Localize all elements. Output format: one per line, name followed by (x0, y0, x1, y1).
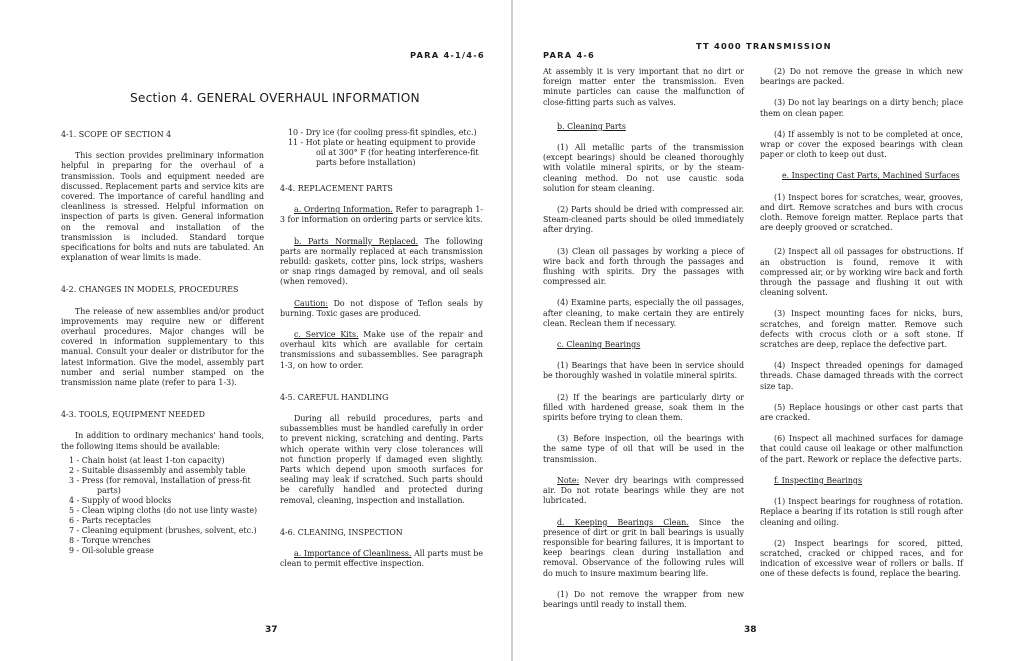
list-item: 4 - Supply of wood blocks (69, 495, 172, 505)
note-text: Never dry bearings with compressed air. Do not rotate bearings while they are not lubricated. (543, 475, 744, 506)
caution-label: Caution: (294, 298, 329, 308)
running-header-right: TT 4000 TRANSMISSION (696, 41, 832, 51)
text-service-kits: Make use of the repair and overhaul kits which are available for certain transmissions and subassemblies. See paragraph 1-3, on how to order. (280, 330, 484, 370)
list-item: 1 - Chain hoist (at least 1-ton capacity) (69, 455, 225, 465)
heading-4-4: 4-4. REPLACEMENT PARTS (280, 184, 393, 193)
paragraph-bearings-3: (3) Before inspection, oil the bearings with the same type of oil that will be used in the transmission. (543, 434, 744, 464)
paragraph-service-kits (280, 330, 483, 371)
left-page (0, 0, 511, 661)
heading-4-1: 4-1. SCOPE OF SECTION 4 (61, 130, 172, 139)
subhead-cleaning-parts (543, 122, 744, 132)
paragraph-cast-3: (3) Inspect mounting faces for nicks, burs, scratches, and foreign matter. Remove such defects with crocus cloth or a soft stone. If scratches are deep, replace the defective part. (760, 309, 963, 350)
subhead-service-kits: c. Service Kits. (294, 330, 359, 340)
note-label: Note: (557, 475, 580, 485)
text-ordering: Refer to paragraph 1-3 for information on ordering parts or service kits. (280, 205, 484, 225)
list-item: 11 - Hot plate or heating equipment to provide oil at 300° F (for heating interference-fit parts before installation) (288, 138, 479, 167)
subhead-cleaning-bearings-text: c. Cleaning Bearings (557, 340, 641, 350)
paragraph-ordering (280, 205, 483, 225)
tools-list (61, 456, 264, 556)
paragraph-parts-replaced (280, 237, 483, 288)
list-item: 6 - Parts receptacles (69, 515, 151, 525)
left-column-1 (61, 128, 264, 556)
paragraph-handling: During all rebuild procedures, parts and subassemblies must be handled carefully in order to prevent nicking, scratching and denting. Parts which operate within very close tolerances will not function properly if damaged even slightly. Parts which depend upon smooth surfaces for sealing may leak if scratched. Such parts should be carefully handled and protected during removal, cleaning, inspection and installation. (280, 414, 483, 505)
paragraph-cleaning-1: (1) All metallic parts of the transmission (except bearings) should be cleaned thoroughly with volatile mineral spirits, or by the steam-cleaning method. Do not use caustic soda solution for steam cleaning. (543, 143, 744, 193)
right-page (513, 0, 1024, 661)
heading-4-5: 4-5. CAREFUL HANDLING (280, 392, 389, 402)
paragraph-bench: (3) Do not lay bearings on a dirty bench; place them on clean paper. (760, 98, 963, 118)
paragraph-cleanliness (280, 549, 483, 569)
list-item: 7 - Cleaning equipment (brushes, solvent, etc.) (69, 525, 257, 535)
subhead-cleaning-parts-text: b. Cleaning Parts (557, 121, 626, 131)
subhead-cleanliness: a. Importance of Cleanliness. (294, 549, 412, 559)
heading-4-6: 4-6. CLEANING, INSPECTION (280, 527, 403, 537)
text-cleanliness: All parts must be clean to permit effective inspection. (280, 549, 484, 569)
paragraph-cast-2: (2) Inspect all oil passages for obstructions. If an obstruction is found, remove it with compressed air, or by working wire back and forth through the passage and flushing it out with cleaning solvent. (760, 247, 963, 298)
left-column-2 (280, 128, 483, 569)
heading-4-3: 4-3. TOOLS, EQUIPMENT NEEDED (61, 410, 205, 420)
text-keeping-clean: Since the presence of dirt or grit in ball bearings is usually responsible for bearing failures, it is important to keep bearings clean during installation and removal. Observance of the following rules will do much to insure maximum bearing life. (543, 517, 744, 578)
subhead-inspecting-bearings (760, 476, 963, 486)
page-number: 37 (265, 625, 278, 635)
subhead-inspecting-bearings-text: f. Inspecting Bearings (774, 475, 863, 485)
paragraph-cast-5: (5) Replace housings or other cast parts that are cracked. (760, 402, 963, 423)
subhead-cast-parts-text: e. Inspecting Cast Parts, Machined Surfaces (782, 171, 960, 181)
subhead-cleaning-bearings (543, 340, 744, 350)
page-number: 38 (744, 625, 757, 635)
list-item: 2 - Suitable disassembly and assembly table (69, 465, 246, 475)
paragraph-assembly-intro: At assembly it is very important that no dirt or foreign matter enter the transmission. Even minute particles can cause the malfunction of close-fitting parts such as valves. (543, 67, 744, 107)
section-title: Section 4. GENERAL OVERHAUL INFORMATION (130, 91, 420, 105)
paragraph-inspect-bearings-2: (2) Inspect bearings for scored, pitted, scratched, cracked or chipped races, and for indication of excessive wear of rollers or balls. If one of these defects is found, replace the bearing. (760, 538, 963, 579)
running-header-left: PARA 4-6 (543, 50, 596, 60)
heading-4-2: 4-2. CHANGES IN MODELS, PROCEDURES (61, 285, 239, 295)
paragraph-note (543, 476, 744, 507)
tools-list-continued (280, 128, 483, 168)
paragraph-keeping-clean (543, 518, 744, 579)
running-header: PARA 4-1/4-6 (410, 50, 485, 60)
paragraph-bearings-1: (1) Bearings that have been in service should be thoroughly washed in volatile mineral spirits. (543, 361, 744, 381)
paragraph-cast-4: (4) Inspect threaded openings for damaged threads. Chase damaged threads with the correct size tap. (760, 361, 963, 391)
paragraph-wrapper: (1) Do not remove the wrapper from new bearings until ready to install them. (543, 589, 744, 609)
paragraph-cast-1: (1) Inspect bores for scratches, wear, grooves, and dirt. Remove scratches and burs with crocus cloth. Remove foreign matter. Replace parts that are deeply grooved or scratched. (760, 192, 963, 233)
paragraph-changes: The release of new assemblies and/or product improvements may require new or different overhaul procedures. Major changes will be covered in information supplementary to this manual. Consult your dealer or distributor for the latest information. Give the model, assembly part number and serial number stamped on the transmission name plate (refer to para 1-3). (61, 306, 264, 388)
paragraph-wrap: (4) If assembly is not to be completed at once, wrap or cover the exposed bearings with clean paper or cloth to keep out dust. (760, 129, 963, 160)
list-item: 10 - Dry ice (for cooling press-fit spindles, etc.) (288, 128, 477, 137)
list-item: 5 - Clean wiping cloths (do not use linty waste) (69, 505, 258, 515)
paragraph-inspect-bearings-1: (1) Inspect bearings for roughness of rotation. Replace a bearing if its rotation is still rough after cleaning and oiling. (760, 497, 963, 527)
right-column-1 (543, 67, 744, 610)
subhead-ordering: a. Ordering Information. (294, 205, 393, 215)
text-parts-replaced: The following parts are normally replaced at each transmission rebuild: gaskets, cotter pins, lock strips, washers or snap rings damaged by removal, and oil seals (when removed). (280, 236, 483, 287)
list-item: 8 - Torque wrenches (69, 535, 151, 545)
paragraph-caution (280, 299, 483, 319)
subhead-parts-replaced: b. Parts Normally Replaced. (294, 236, 419, 246)
paragraph-bearings-2: (2) If the bearings are particularly dirty or filled with hardened grease, soak them in the spirits before trying to clean them. (543, 392, 744, 423)
paragraph-cleaning-2: (2) Parts should be dried with compressed air. Steam-cleaned parts should be oiled immediately after drying. (543, 205, 744, 235)
paragraph-cast-6: (6) Inspect all machined surfaces for damage that could cause oil leakage or other malfunction of the part. Rework or replace the defective parts. (760, 434, 963, 464)
paragraph-scope: This section provides preliminary information helpful in preparing for the overhaul of a transmission. Tools and equipment needed are discussed. Replacement parts and service kits are covered. The importance of careful handling and cleanliness is stressed. Helpful information on inspection of parts is given. General information on the removal and installation of the transmission is included. Standard torque specifications for bolts and nuts are tabulated. An explanation of wear limits is made. (61, 151, 264, 263)
paragraph-tools: In addition to ordinary mechanics' hand tools, the following items should be available: (61, 431, 264, 451)
list-item: 9 - Oil-soluble grease (69, 545, 154, 555)
list-item: 3 - Press (for removal, installation of press-fit parts) (69, 475, 251, 495)
paragraph-grease: (2) Do not remove the grease in which new bearings are packed. (760, 67, 963, 87)
subhead-cast-parts (760, 171, 963, 181)
paragraph-cleaning-3: (3) Clean oil passages by working a piece of wire back and forth through the passages and flushing with spirits. Dry the passages with compressed air. (543, 246, 744, 287)
caution-text: Do not dispose of Teflon seals by burning. Toxic gases are produced. (280, 298, 483, 318)
paragraph-cleaning-4: (4) Examine parts, especially the oil passages, after cleaning, to make certain they are entirely clean. Reclean them if necessary. (543, 298, 744, 328)
subhead-keeping-clean: d. Keeping Bearings Clean. (557, 517, 689, 527)
right-column-2 (760, 67, 963, 580)
